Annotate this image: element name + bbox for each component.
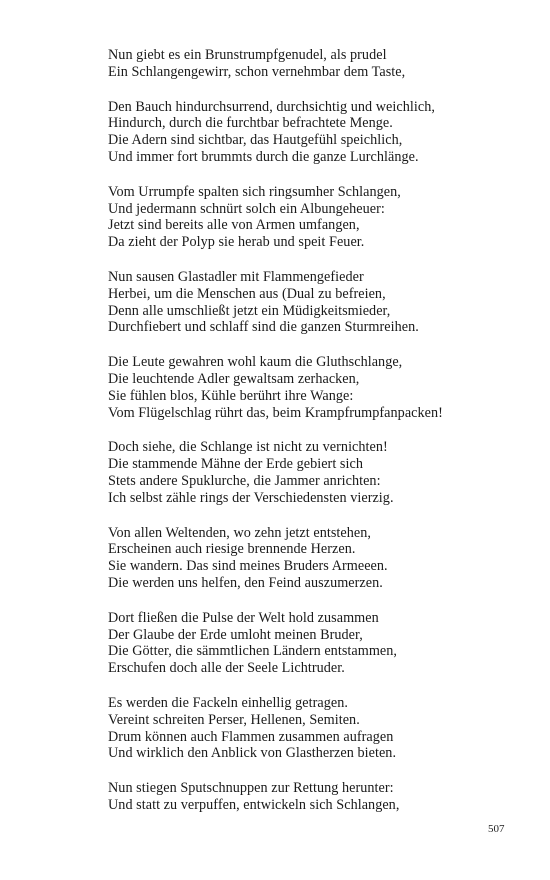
stanza <box>108 439 528 506</box>
poem-line: Da zieht der Polyp sie herab und speit Feuer. <box>108 234 365 251</box>
stanza <box>108 525 528 592</box>
poem-line: Erschufen doch alle der Seele Lichtruder. <box>108 660 345 677</box>
poem-line: Stets andere Spuklurche, die Jammer anrichten: <box>108 472 381 489</box>
poem-line: Die stammende Mähne der Erde gebiert sich <box>108 456 363 473</box>
poem-line: Und statt zu verpuffen, entwickeln sich Schlangen, <box>108 796 400 813</box>
stanza <box>108 354 528 421</box>
poem-line: Vom Urrumpfe spalten sich ringsumher Schlangen, <box>108 183 401 200</box>
poem-line: Den Bauch hindurchsurrend, durchsichtig und weichlich, <box>108 98 435 115</box>
poem-line: Herbei, um die Menschen aus (Dual zu befreien, <box>108 285 386 302</box>
poem-line: Nun sausen Glastadler mit Flammengefieder <box>108 268 364 285</box>
poem-line: Die Leute gewahren wohl kaum die Gluthschlange, <box>108 354 403 371</box>
poem-line: Die werden uns helfen, den Feind auszumerzen. <box>108 574 383 591</box>
poem-line: Hindurch, durch die furchtbar befrachtete Menge. <box>108 115 393 132</box>
poem-line: Der Glaube der Erde umloht meinen Bruder, <box>108 626 363 643</box>
poem-line: Drum können auch Flammen zusammen aufragen <box>108 728 394 745</box>
poem-line: Sie fühlen blos, Kühle berührt ihre Wange: <box>108 387 354 404</box>
poem-line: Nun stiegen Sputschnuppen zur Rettung herunter: <box>108 780 394 797</box>
poem-line: Die leuchtende Adler gewaltsam zerhacken, <box>108 370 360 387</box>
poem-line: Durchfiebert und schlaff sind die ganzen Sturmreihen. <box>108 319 419 336</box>
poem-line: Doch siehe, die Schlange ist nicht zu vernichten! <box>108 439 388 456</box>
poem-line: Erscheinen auch riesige brennende Herzen. <box>108 541 356 558</box>
poem-line: Nun giebt es ein Brunstrumpfgenudel, als prudel <box>108 47 387 63</box>
poem-line: Und jedermann schnürt solch ein Albungeheuer: <box>108 200 385 217</box>
poem-line: Und wirklich den Anblick von Glastherzen bieten. <box>108 745 397 762</box>
poem-line: Von allen Weltenden, wo zehn jetzt entstehen, <box>108 524 371 541</box>
poem-line: Denn alle umschließt jetzt ein Müdigkeitsmieder, <box>108 302 391 319</box>
stanza <box>108 99 528 166</box>
stanza <box>108 47 528 81</box>
poem-line: Die Götter, die sämmtlichen Ländern entstammen, <box>108 643 397 660</box>
poem-line: Dort fließen die Pulse der Welt hold zusammen <box>108 609 379 626</box>
stanza <box>108 269 528 336</box>
poem-body <box>108 47 528 832</box>
stanza <box>108 610 528 677</box>
poem-line: Jetzt sind bereits alle von Armen umfangen, <box>108 217 360 234</box>
poem-line: Es werden die Fackeln einhellig getragen. <box>108 694 348 711</box>
poem-line: Sie wandern. Das sind meines Bruders Armeeen. <box>108 558 388 575</box>
poem-line: Die Adern sind sichtbar, das Hautgefühl speichlich, <box>108 132 403 149</box>
poem-line: Vereint schreiten Perser, Hellenen, Semiten. <box>108 711 360 728</box>
stanza <box>108 695 528 762</box>
poem-line: Ich selbst zähle rings der Verschiedensten vierzig. <box>108 489 394 506</box>
poem-line: Ein Schlangengewirr, schon vernehmbar dem Taste, <box>108 63 406 80</box>
poem-line: Und immer fort brummts durch die ganze Lurchlänge. <box>108 148 419 165</box>
stanza <box>108 780 528 814</box>
page-number: 507 <box>488 823 505 835</box>
poem-line: Vom Flügelschlag rührt das, beim Krampfrumpfanpacken! <box>108 404 443 421</box>
stanza <box>108 184 528 251</box>
